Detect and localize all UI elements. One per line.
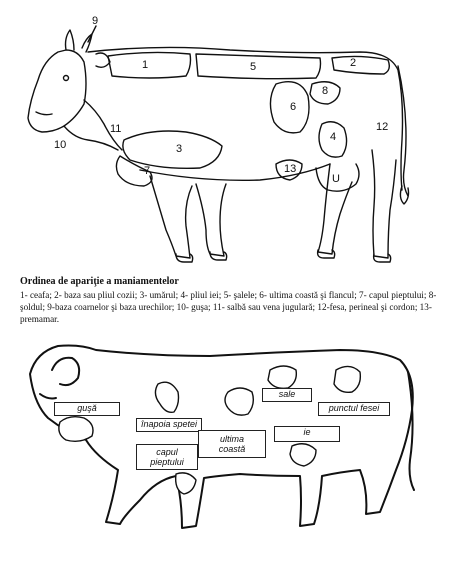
- label-3: 3: [176, 143, 183, 155]
- label-12: 12: [376, 121, 389, 133]
- hand-sale: [268, 366, 296, 388]
- caption-body: 1- ceafa; 2- baza sau pliul cozii; 3- umărul; 4- pliul iei; 5- şalele; 6- ultima coastă şi flancul; 7- capul pieptului; 8- şoldul; 9-baza coarnelor şi baza urechilor; 10- guşa; 11- salbă sau vena jugulară; 12-fesa, perineal şi cordon; 13- premamar.: [20, 290, 437, 324]
- label-4: 4: [330, 131, 337, 143]
- label-capul-pieptului: [136, 444, 198, 470]
- label-11: 11: [110, 123, 122, 135]
- label-ultima-coasta-line2: coastă: [218, 444, 246, 454]
- label-gusa: guşă: [54, 402, 120, 416]
- cow-ear-bottom: [52, 358, 79, 385]
- label-capul-pieptului-line2: pieptului: [150, 457, 184, 467]
- hand-ultima-coasta: [225, 388, 253, 415]
- label-U: U: [332, 173, 340, 185]
- caption-title: Ordinea de apariţie a maniamentelor: [20, 276, 179, 287]
- label-punctul-fesei: punctul fesei: [318, 402, 390, 416]
- label-1: 1: [142, 59, 149, 71]
- label-sale: sale: [262, 388, 312, 402]
- hand-capul-pieptului: [176, 473, 196, 494]
- label-7: 7: [144, 165, 151, 177]
- label-5: 5: [250, 61, 257, 73]
- label-6: 6: [290, 101, 297, 113]
- label-ie: ie: [274, 426, 340, 442]
- label-2: 2: [350, 57, 357, 69]
- label-8: 8: [322, 85, 329, 97]
- hand-inapoia-spetei: [155, 382, 178, 412]
- hand-gusa: [59, 417, 93, 442]
- label-ultima-coasta-line1: ultima: [219, 434, 244, 444]
- hand-ie: [290, 444, 316, 466]
- label-capul-pieptului-line1: capul: [156, 447, 178, 457]
- label-inapoia-spetei: înapoia spetei: [136, 418, 202, 432]
- label-ultima-coasta: [198, 430, 266, 458]
- label-9: 9: [92, 15, 99, 27]
- hand-punctul-fesei: [334, 366, 360, 392]
- label-13: 13: [284, 163, 297, 175]
- label-10: 10: [54, 139, 67, 151]
